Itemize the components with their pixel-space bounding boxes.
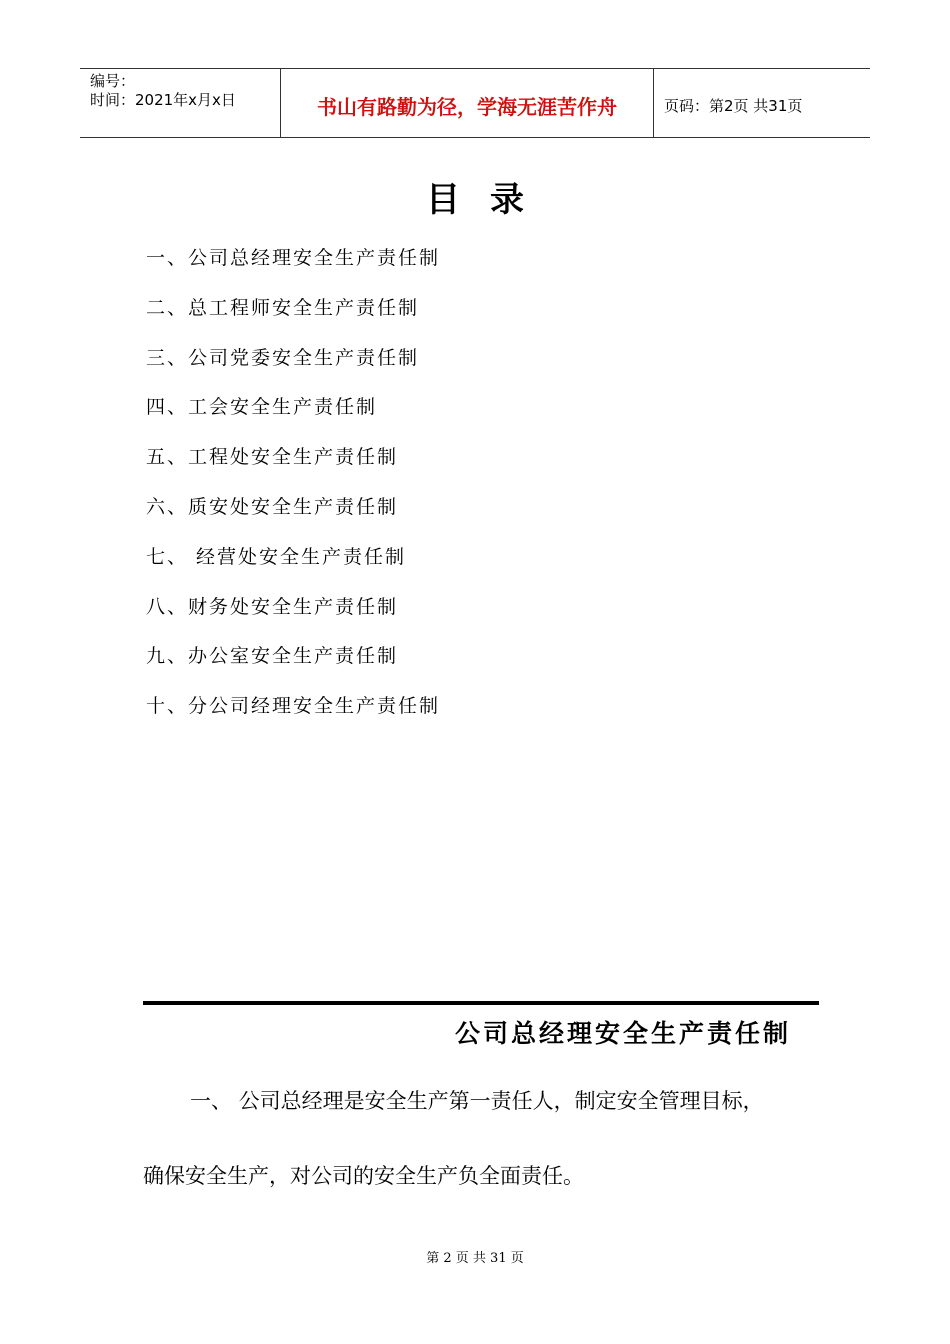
page-header — [80, 68, 870, 138]
toc-item[interactable]: 八、财务处安全生产责任制 — [146, 595, 399, 618]
toc-item[interactable]: 二、总工程师安全生产责任制 — [146, 296, 420, 319]
document-time: 时间：2021年x月x日 — [90, 91, 236, 109]
body-paragraph-line: 确保安全生产，对公司的安全生产负全面责任。 — [143, 1164, 584, 1188]
toc-item[interactable]: 六、质安处安全生产责任制 — [146, 495, 399, 518]
toc-item[interactable]: 三、公司党委安全生产责任制 — [146, 346, 420, 369]
toc-item[interactable]: 九、办公室安全生产责任制 — [146, 645, 399, 668]
page-footer: 第 2 页 共 31 页 — [426, 1251, 524, 1266]
toc-item[interactable]: 五、工程处安全生产责任制 — [146, 446, 399, 469]
toc-item[interactable]: 四、工会安全生产责任制 — [146, 396, 378, 419]
document-number-label: 编号： — [90, 72, 136, 90]
page-title: 目录 — [426, 180, 554, 220]
toc-item[interactable]: 七、 经营处安全生产责任制 — [146, 545, 407, 568]
table-of-contents — [146, 244, 440, 742]
toc-item[interactable]: 一、公司总经理安全生产责任制 — [146, 247, 441, 269]
body-paragraph-line: 一、 公司总经理是安全生产第一责任人，制定安全管理目标， — [190, 1089, 764, 1113]
header-page-info: 页码：第2页 共31页 — [664, 96, 803, 115]
header-meta — [80, 69, 281, 137]
section-divider — [143, 1001, 819, 1005]
section-title: 公司总经理安全生产责任制 — [454, 1019, 791, 1048]
toc-item[interactable]: 十、分公司经理安全生产责任制 — [146, 695, 441, 718]
header-motto: 书山有路勤为径，学海无涯苦作舟 — [281, 69, 654, 137]
